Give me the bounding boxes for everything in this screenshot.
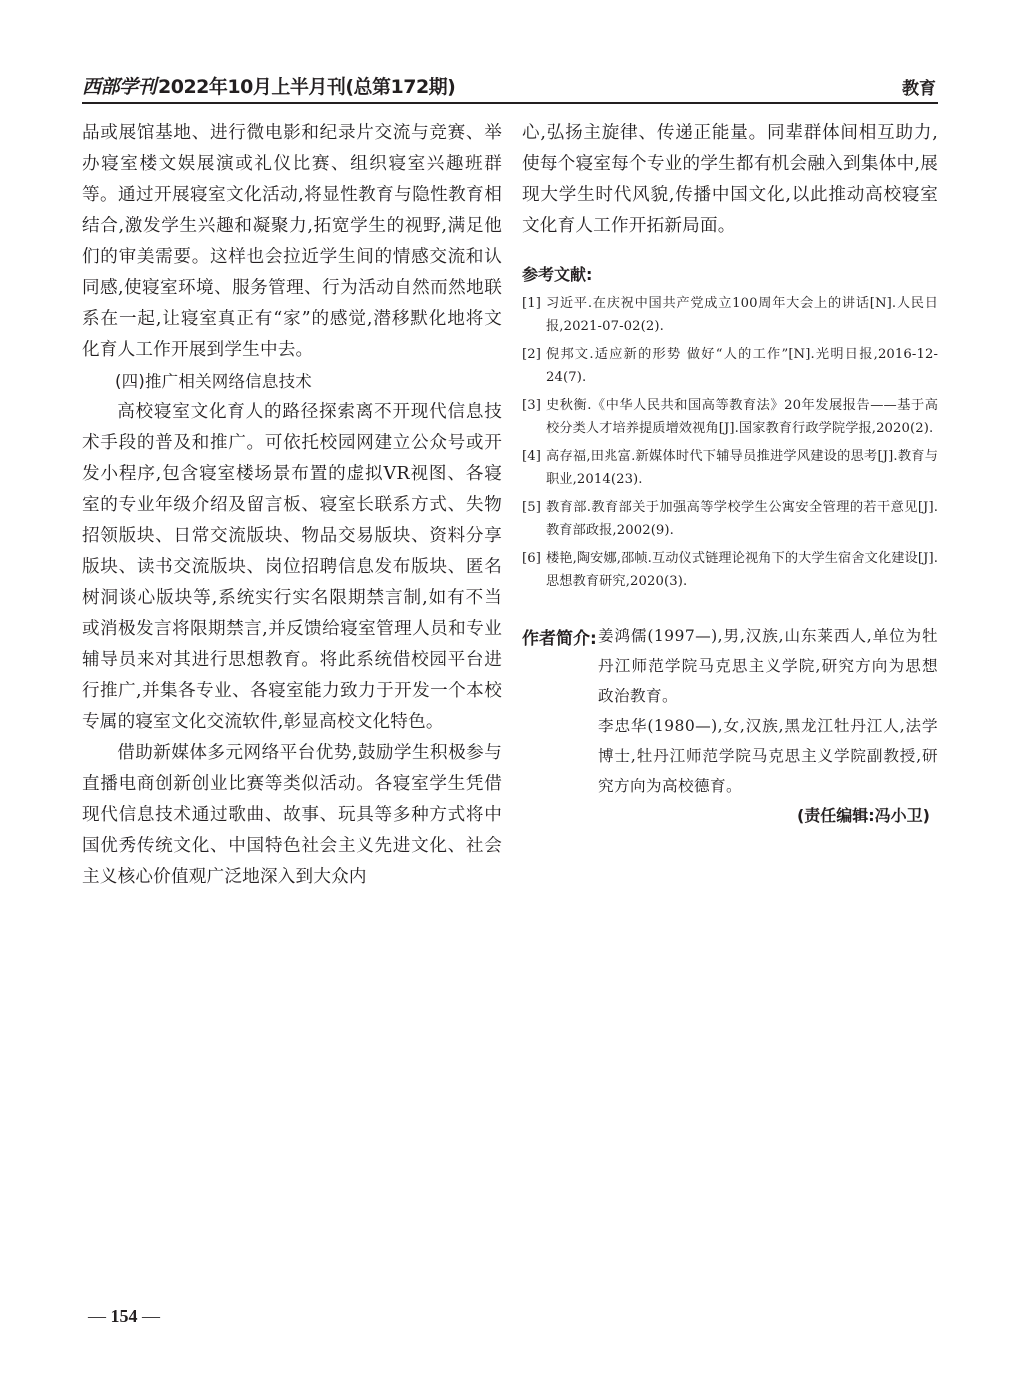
right-column [522,118,938,826]
section-name: 教育 [902,79,936,99]
body-paragraph: 品或展馆基地、进行微电影和纪录片交流与竞赛、举办寝室楼文娱展演或礼仪比赛、组织寝室兴趣班群等。通过开展寝室文化活动,将显性教育与隐性教育相结合,激发学生兴趣和凝聚力,拓宽学生的视野,满足他们的审美需要。这样也会拉近学生间的情感交流和认同感,使寝室环境、服务管理、行为活动自然而然地联系在一起,让寝室真正有“家”的感觉,潜移默化地将文化育人工作开展到学生中去。 [82,123,502,360]
references-list [522,292,938,593]
reference-item: [6] 楼艳,陶安娜,邵帧.互动仪式链理论视角下的大学生宿舍文化建设[J].思想教育研究,2020(3). [522,551,938,589]
reference-item: [4] 高存福,田兆富.新媒体时代下辅导员推进学风建设的思考[J].教育与职业,2014(23). [522,449,938,487]
reference-item: [2] 倪邦文.适应新的形势 做好“人的工作”[N].光明日报,2016-12-24(7). [522,347,938,385]
journal-logo: 西部学刊 [82,76,157,98]
body-paragraph: 借助新媒体多元网络平台优势,鼓励学生积极参与直播电商创新创业比赛等类似活动。各寝室学生凭借现代信息技术通过歌曲、故事、玩具等多种方式将中国优秀传统文化、中国特色社会主义先进文化、社会主义核心价值观广泛地深入到大众内 [82,743,502,887]
reference-item: [5] 教育部.教育部关于加强高等学校学生公寓安全管理的若干意见[J].教育部政报,2002(9). [522,500,938,538]
author-label: 作者简介: [522,629,597,649]
author-entry: 李忠华(1980—),女,汉族,黑龙江牡丹江人,法学博士,牡丹江师范学院马克思主义学院副教授,研究方向为高校德育。 [598,717,938,795]
body-paragraph: 高校寝室文化育人的路径探索离不开现代信息技术手段的普及和推广。可依托校园网建立公众号或开发小程序,包含寝室楼场景布置的虚拟VR视图、各寝室的专业年级介绍及留言板、寝室长联系方式、失物招领版块、日常交流版块、物品交易版块、资料分享版块、读书交流版块、岗位招聘信息发布版块、匿名树洞谈心版块等,系统实行实名限期禁言制,如有不当或消极发言将限期禁言,并反馈给寝室管理人员和专业辅导员来对其进行思想教育。将此系统借校园平台进行推广,并集各专业、各寝室能力致力于开发一个本校专属的寝室文化交流软件,彰显高校文化特色。 [82,402,502,732]
page-header [82,68,938,104]
body-paragraph: 心,弘扬主旋律、传递正能量。同辈群体间相互助力,使每个寝室每个专业的学生都有机会融入到集体中,展现大学生时代风貌,传播中国文化,以此推动高校寝室文化育人工作开拓新局面。 [522,123,938,236]
left-column [82,118,502,893]
author-bio [522,621,938,801]
section-subheading: (四)推广相关网络信息技术 [115,372,312,391]
author-entry: 姜鸿儒(1997—),男,汉族,山东莱西人,单位为牡丹江师范学院马克思主义学院,研究方向为思想政治教育。 [598,627,938,705]
reference-item: [1] 习近平.在庆祝中国共产党成立100周年大会上的讲话[N].人民日报,2021-07-02(2). [522,296,938,334]
page-number: — 154 — [88,1306,160,1326]
reference-item: [3] 史秋衡.《中华人民共和国高等教育法》20年发展报告——基于高校分类人才培养提质增效视角[J].国家教育行政学院学报,2020(2). [522,398,938,436]
references-title: 参考文献: [522,265,593,284]
issue-info: 2022年10月上半月刊(总第172期) [158,76,456,98]
journal-masthead [82,72,455,99]
responsible-editor: (责任编辑:冯小卫) [796,806,930,825]
